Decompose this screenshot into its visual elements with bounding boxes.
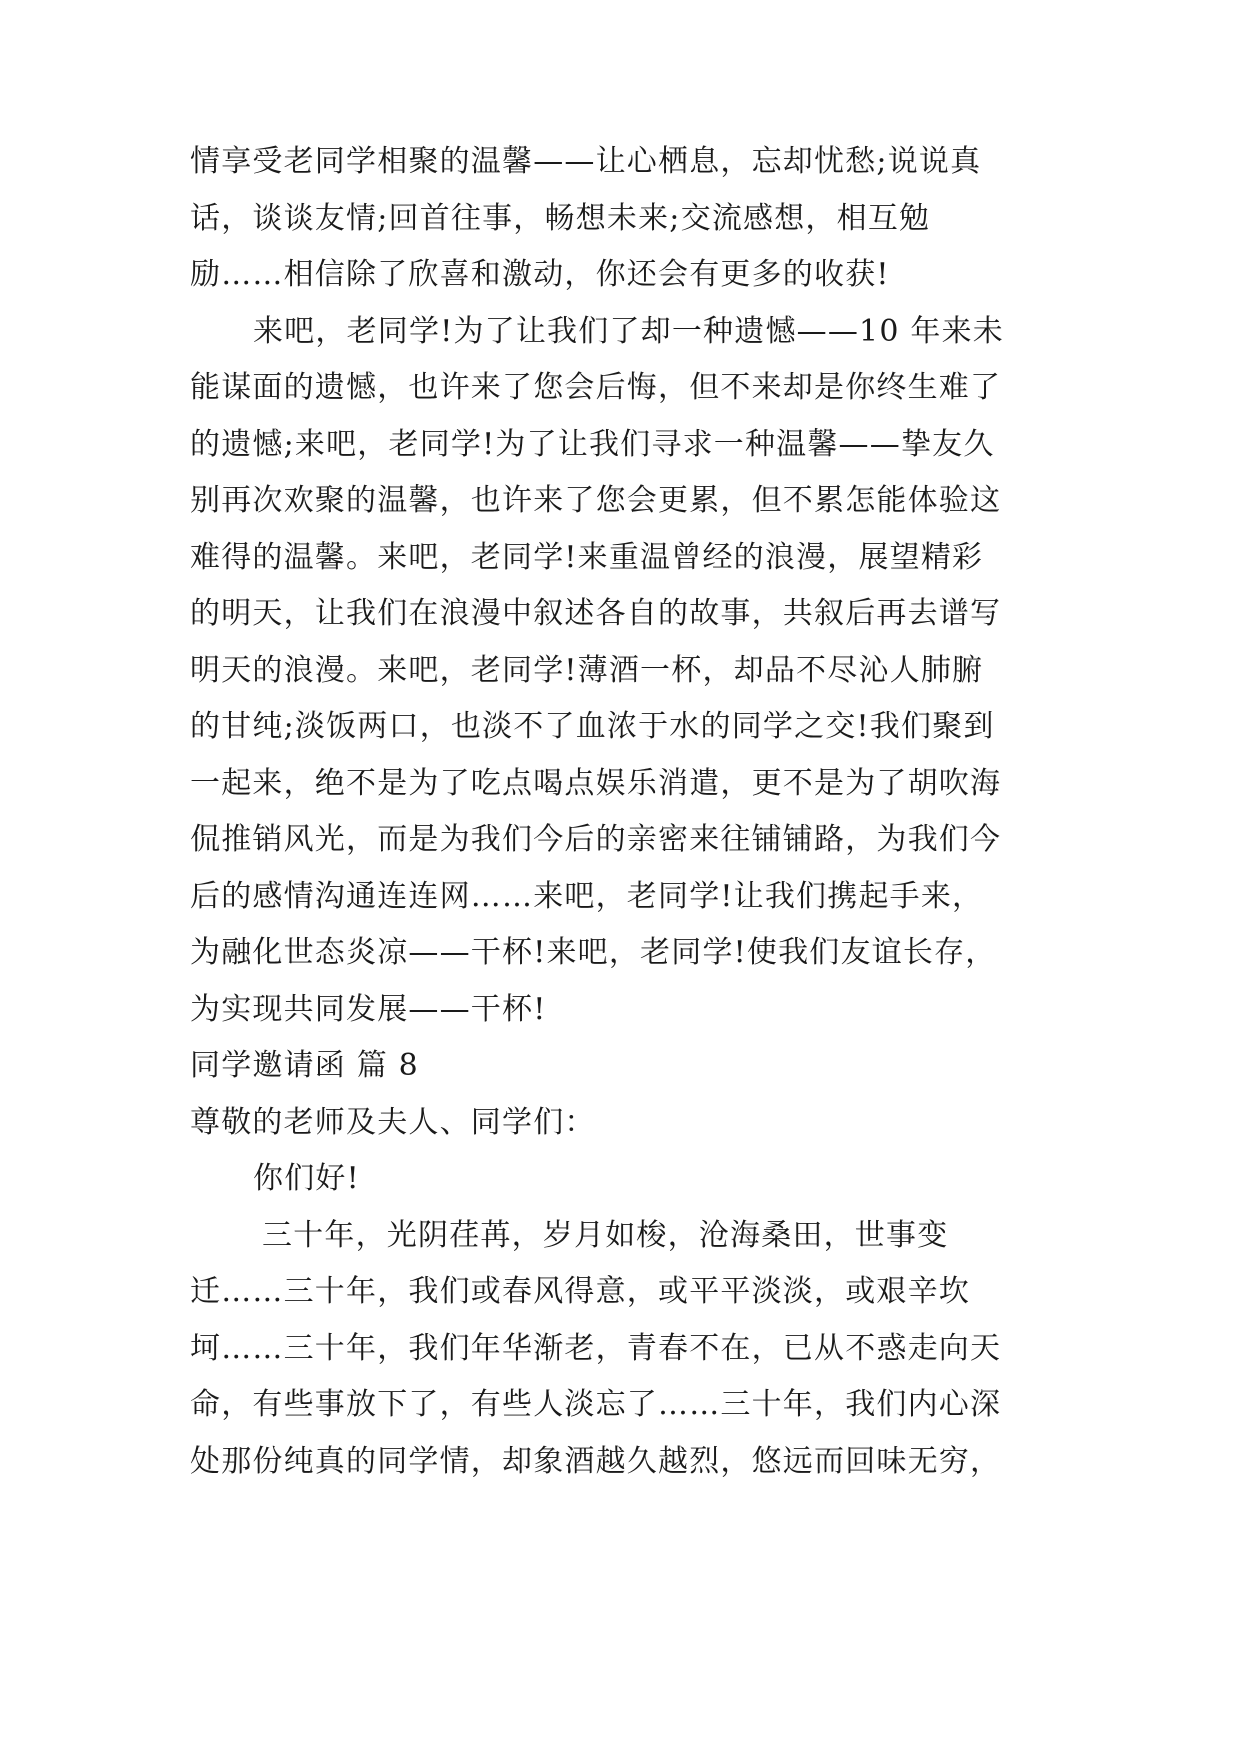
text-line: 的明天，让我们在浪漫中叙述各自的故事，共叙后再去谱写 (190, 596, 1002, 631)
text-line: 后的感情沟通连连网……来吧，老同学!让我们携起手来， (190, 879, 984, 914)
section-heading: 同学邀请函 篇 8 (190, 1048, 419, 1083)
text-line: 坷……三十年，我们年华渐老，青春不在，已从不惑走向天 (190, 1331, 1002, 1366)
text-line: 侃推销风光，而是为我们今后的亲密来往铺铺路，为我们今 (190, 822, 1002, 857)
text-line: 励……相信除了欣喜和激动，你还会有更多的收获! (190, 257, 890, 292)
greeting: 你们好! (253, 1161, 360, 1196)
text-line: 明天的浪漫。来吧，老同学!薄酒一杯，却品不尽沁人肺腑 (190, 653, 984, 688)
text-line: 难得的温馨。来吧，老同学!来重温曾经的浪漫，展望精彩 (190, 540, 984, 575)
text-line: 能谋面的遗憾，也许来了您会后悔，但不来却是你终生难了 (190, 370, 1002, 405)
text-line: 情享受老同学相聚的温馨——让心栖息，忘却忧愁;说说真 (190, 144, 982, 179)
text-line: 的甘纯;淡饭两口，也淡不了血浓于水的同学之交!我们聚到 (190, 709, 995, 744)
paragraph-first-line: 三十年，光阴荏苒，岁月如梭，沧海桑田，世事变 (262, 1218, 949, 1253)
text-line: 处那份纯真的同学情，却象酒越久越烈，悠远而回味无穷， (190, 1444, 1002, 1479)
text-line: 话，谈谈友情;回首往事，畅想未来;交流感想，相互勉 (190, 201, 931, 236)
paragraph-first-line: 来吧，老同学!为了让我们了却一种遗憾——10 年来未 (253, 314, 1004, 349)
text-line: 一起来，绝不是为了吃点喝点娱乐消遣，更不是为了胡吹海 (190, 766, 1002, 801)
text-line: 别再次欢聚的温馨，也许来了您会更累，但不累怎能体验这 (190, 483, 1002, 518)
text-line: 命，有些事放下了，有些人淡忘了……三十年，我们内心深 (190, 1387, 1002, 1422)
text-line: 为融化世态炎凉——干杯!来吧，老同学!使我们友谊长存， (190, 935, 997, 970)
text-line: 的遗憾;来吧，老同学!为了让我们寻求一种温馨——挚友久 (190, 427, 995, 462)
salutation: 尊敬的老师及夫人、同学们： (190, 1105, 596, 1140)
text-line: 为实现共同发展——干杯! (190, 992, 547, 1027)
text-line: 迁……三十年，我们或春风得意，或平平淡淡，或艰辛坎 (190, 1274, 970, 1309)
